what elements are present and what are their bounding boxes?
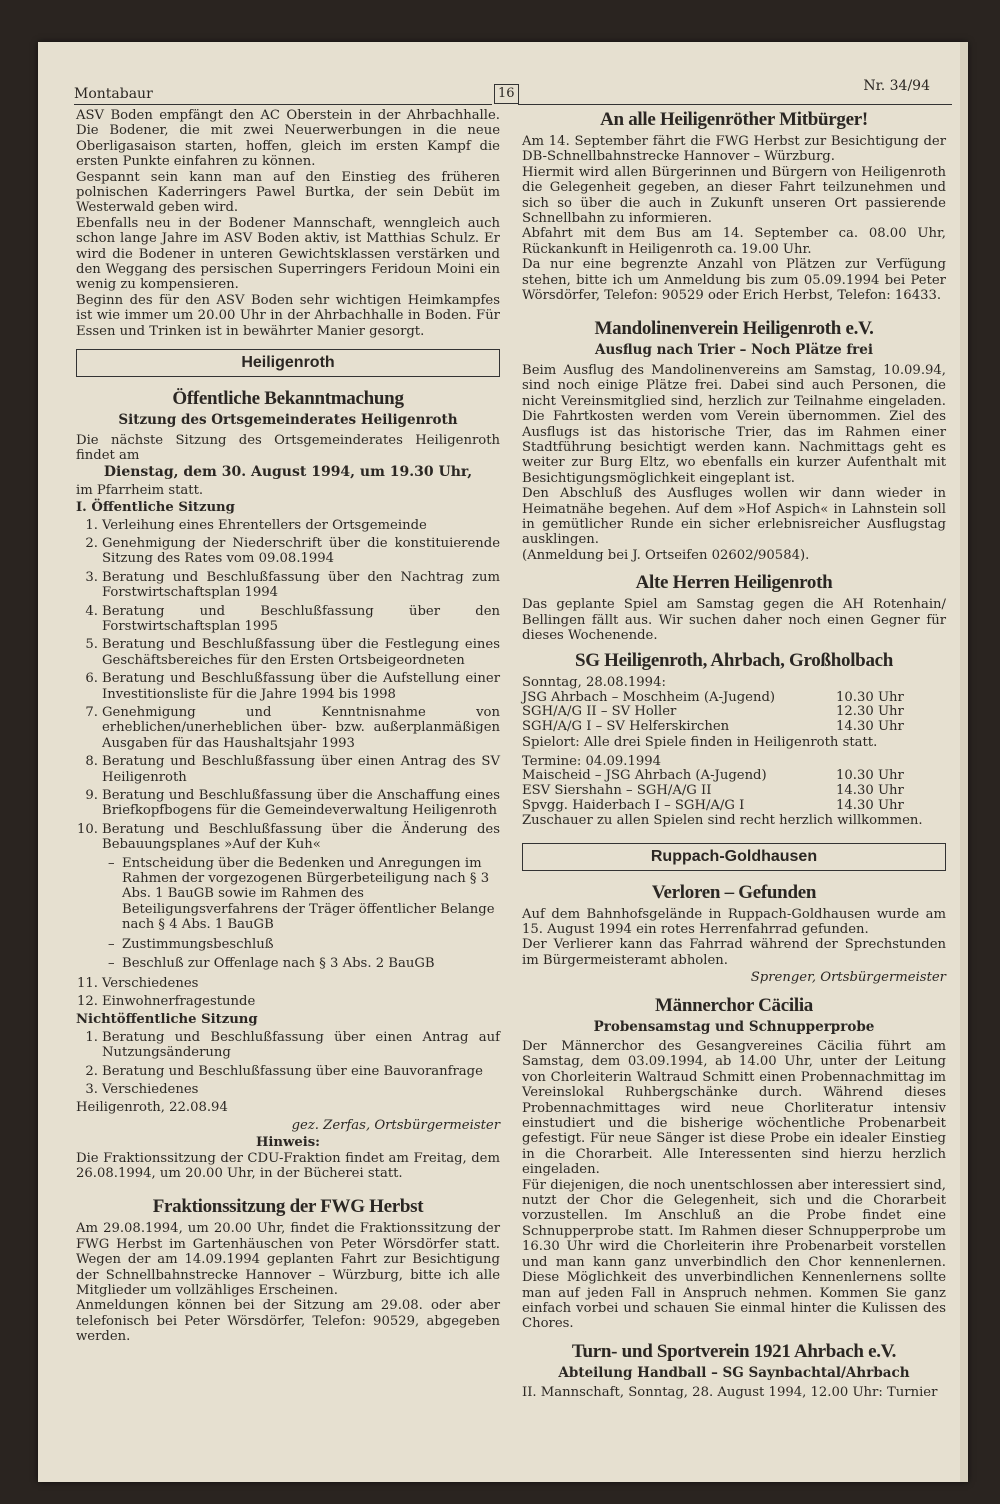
paragraph: Anmeldungen können bei der Sitzung am 29.08. oder aber telefonisch bei Peter Wörsdörfer, Telefon: 90529, abgegeben werden. [76,1298,500,1345]
notice-subtitle: Sitzung des Ortsgemeinderates Heiligenroth [118,412,458,429]
fwg-title: Fraktionssitzung der FWG Herbst [152,1196,424,1218]
date-line: Heiligenroth, 22.08.94 [76,1100,228,1116]
notice-date: Dienstag, dem 30. August 1994, um 19.30 Uhr, [103,464,473,481]
oldboys-title: Alte Herren Heiligenroth [635,572,833,594]
tsv-title: Turn- und Sportverein 1921 Ahrbach e.V. [571,1340,897,1362]
lost-title: Verloren – Gefunden [651,881,817,903]
choir-title: Männerchor Cäcilia [654,994,814,1016]
schedule-table-1 [522,691,946,735]
table-row: Spvgg. Haiderbach I – SGH/A/G I 14.30 Uhr [522,797,904,813]
paragraph: Hiermit wird allen Bürgerinnen und Bürgern von Heiligenroth die Gelegenheit gegeben, an dieser Fahrt teilzunehmen und sich so über die auch in Zukunft unseren Ort passierende Schnellbahn zu informieren. [522,164,946,227]
wrestling-article [76,108,500,339]
private-session-heading: Nichtöffentliche Sitzung [76,1012,258,1028]
list-item: 2. Beratung und Beschlußfassung über eine Bauvoranfrage [85,1063,483,1079]
paragraph: Ebenfalls neu in der Bodener Mannschaft, wenngleich auch schon lange Jahre im ASV Boden aktiv, ist Matthias Schulz. Er wird die Bodener in unteren Gewichtsklassen verstärken und den Weggang des persischen Superringers Feridoun Moini ein wenig zu kompensieren. [76,215,500,293]
notice-place: im Pfarrheim statt. [76,482,204,498]
issue-number: Nr. 34/94 [863,78,930,94]
list-item: 3. Beratung und Beschlußfassung über den Nachtrag zum Forstwirtschaftsplan 1994 [85,569,500,601]
sg-closing: Zuschauer zu allen Spielen sind recht herzlich willkommen. [522,813,923,829]
right-column [522,108,946,1401]
choir-subtitle: Probensamstag und Schnupperprobe [593,1018,875,1035]
list-item: 6. Beratung und Beschlußfassung über die Aufstellung einer Investitionsliste für die Jahre 1994 bis 1998 [85,671,500,702]
list-item: 5. Beratung und Beschlußfassung über die Festlegung eines Geschäftsbereiches für den Ersten Ortsbeigeordneten [85,637,500,668]
list-item: 7. Genehmigung und Kenntnisnahme von erheblichen/unerheblichen über- bzw. außerplanmäßigen Ausgaben für das Haushaltsjahr 1993 [85,705,500,751]
sg-date-2: Termine: 04.09.1994 [522,753,662,769]
table-row: SGH/A/G I – SV Helferskirchen 14.30 Uhr [522,718,904,734]
paragraph: Am 14. September fährt die FWG Herbst zur Besichtigung der DB-Schnellbahnstrecke Hannover – Würzburg. [522,134,946,165]
sg-venue: Spielort: Alle drei Spiele finden in Heiligenroth statt. [522,734,878,750]
sg-title: SG Heiligenroth, Ahrbach, Großholbach [574,650,894,672]
public-session-heading: I. Öffentliche Sitzung [76,500,235,516]
header-place: Montabaur [74,86,153,102]
list-item: 12. Einwohnerfragestunde [77,993,256,1009]
header-rule-right [518,104,952,105]
list-item: 11. Verschiedenes [77,975,199,991]
paragraph: Der Verlierer kann das Fahrrad während der Sprechstunden im Bürgermeisteramt abholen. [522,937,946,968]
schedule-table-2 [522,769,946,813]
sg-date-1: Sonntag, 28.08.1994: [522,675,666,691]
paragraph: Abfahrt mit dem Bus am 14. September ca. 08.00 Uhr, Rückankunft in Heiligenroth ca. 19.00 Uhr. [522,226,946,257]
paragraph: Auf dem Bahnhofsgelände in Ruppach-Goldhausen wurde am 15. August 1994 ein rotes Herrenfahrrad gefunden. [522,906,946,937]
list-item: 2. Genehmigung der Niederschrift über die konstituierende Sitzung des Rates vom 09.08.1994 [85,535,500,567]
tsv-subtitle: Abteilung Handball – SG Saynbachtal/Ahrbach [558,1364,910,1381]
list-item: 3. Verschiedenes [85,1081,199,1097]
newspaper-page [38,42,968,1482]
lost-signature: Sprenger, Ortsbürgermeister [750,970,946,986]
paragraph: (Anmeldung bei J. Ortseifen 02602/90584). [522,547,810,563]
left-column [76,108,500,1345]
paragraph: Beim Ausflug des Mandolinenvereins am Samstag, 10.09.94, sind noch einige Plätze frei. Dabei sind auch Personen, die nicht Vereinsmitglied sind, herzlich zur Teilnahme eingeladen. Die Fahrtkosten werden vom Verein übernommen. Ziel des Ausflugs ist das historische Trier, das im Rahmen einer Stadtführung besichtigt werden kann. Nachmittags geht es weiter zur Burg Eltz, wo ebenfalls ein kurzer Aufenthalt mit Besichtigungsmöglichkeit eingeplant ist. [522,362,946,486]
table-row: SGH/A/G II – SV Holler 12.30 Uhr [522,704,904,720]
paragraph: ASV Boden empfängt den AC Oberstein in der Ahrbachhalle. Die Bodener, die mit zwei Neuerwerbungen in die neue Oberligasaison starten, hoffen, gleich im ersten Kampf die ersten Punkte einfahren zu können. [76,108,500,170]
notice-intro: Die nächste Sitzung des Ortsgemeinderates Heiligenroth findet am [76,432,500,463]
table-row: JSG Ahrbach – Moschheim (A-Jugend) 10.30 Uhr [522,689,904,705]
table-row: Maischeid – JSG Ahrbach (A-Jugend) 10.30 Uhr [522,768,904,784]
sub-item: – Beschluß zur Offenlage nach § 3 Abs. 2 BauGB [108,956,435,972]
hint-heading: Hinweis: [255,1135,321,1151]
list-item: 10. Beratung und Beschlußfassung über die Änderung des Bebauungsplanes »Auf der Kuh« [77,821,500,853]
notice-title: Öffentliche Bekanntmachung [172,388,404,410]
list-item: 4. Beratung und Beschlußfassung über den Forstwirtschaftsplan 1995 [85,603,500,634]
sub-item: – Entscheidung über die Bedenken und Anregungen im Rahmen der vorgezogenen Bürgerbeteiligung nach § 3 Abs. 1 BauGB sowie im Rahmen des Beteiligungsverfahrens der Träger öffentlicher Belange nach § 4 Abs. 1 BauGB [108,855,495,933]
paragraph: Am 29.08.1994, um 20.00 Uhr, findet die Fraktionssitzung der FWG Herbst im Gartenhäuschen von Peter Wörsdörfer statt. Wegen der am 14.09.1994 geplanten Fahrt zur Besichtigung der Schnellbahnstrecke Hannover – Würzburg, bitte ich alle Mitglieder um vollzähliges Erscheinen. [76,1221,500,1298]
agenda-list [76,518,500,853]
citizens-title: An alle Heiligenröther Mitbürger! [600,109,868,130]
paragraph: Das geplante Spiel am Samstag gegen die AH Rotenhain/ Bellingen fällt aus. Wir suchen daher noch einen Gegner für dieses Wochenende. [522,597,946,643]
table-row: ESV Siershahn – SGH/A/G II 14.30 Uhr [522,782,904,798]
paragraph: Da nur eine begrenzte Anzahl von Plätzen zur Verfügung stehen, bitte ich um Anmeldung bis zum 05.09.1994 bei Peter Wörsdörfer, Telefon: 90529 oder Erich Herbst, Telefon: 16433. [522,257,946,304]
list-item: 8. Beratung und Beschlußfassung über einen Antrag des SV Heiligenroth [85,754,500,785]
hint-text: Die Fraktionssitzung der CDU-Fraktion findet am Freitag, dem 26.08.1994, um 20.00 Uhr, in der Bücherei statt. [76,1150,500,1181]
tsv-text: II. Mannschaft, Sonntag, 28. August 1994, 12.00 Uhr: Turnier [522,1385,938,1401]
page-number: 16 [494,84,519,104]
paragraph: Gespannt sein kann man auf den Einstieg des früheren polnischen Kaderringers Pawel Burtka, der sein Debüt im Westerwald geben wird. [76,169,500,216]
header-rule-left [74,104,492,105]
agenda-list-end [76,976,500,1010]
paragraph: Den Abschluß des Ausfluges wollen wir dann wieder in Heimatnähe begehen. Auf dem »Hof Aspich« in Lahnstein soll in gemütlicher Runde ein sicher erlebnisreicher Ausflugstag ausklingen. [522,486,946,548]
section-heading-heiligenroth: Heiligenroth [76,349,500,377]
list-item: 1. Verleihung eines Ehrentellers der Ortsgemeinde [85,517,427,533]
list-item: 9. Beratung und Beschlußfassung über die Anschaffung eines Briefkopfbogens für die Gemeindeverwaltung Heiligenroth [85,788,500,819]
mandolin-subtitle: Ausflug nach Trier – Noch Plätze frei [594,342,874,359]
signature: gez. Zerfas, Ortsbürgermeister [291,1117,500,1133]
private-agenda-list [76,1030,500,1098]
paragraph: Beginn des für den ASV Boden sehr wichtigen Heimkampfes ist wie immer um 20.00 Uhr in der Ahrbachhalle in Boden. Für Essen und Trinken ist in bewährter Manier gesorgt. [76,292,500,339]
mandolin-title: Mandolinenverein Heiligenroth e.V. [594,318,874,340]
sub-item: – Zustimmungsbeschluß [108,936,274,952]
paragraph: Der Männerchor des Gesangvereines Cäcilia führt am Samstag, dem 03.09.1994, ab 14.00 Uhr, unter der Leitung von Chorleiterin Waltraud Schmitt einen Probennachmittag im Vereinslokal Ruhbergschänke durch. Während dieses Probennachmittages wird neue Chorliteratur intensiv einstudiert und die bisherige wöchentliche Probenarbeit gefestigt. Für neue Sänger ist diese Probe ein idealer Einstieg in die Chorarbeit. Alle Interessenten sind hierzu herzlich eingeladen. [522,1039,946,1178]
list-item: 1. Beratung und Beschlußfassung über einen Antrag auf Nutzungsänderung [85,1029,500,1061]
paragraph: Für diejenigen, die noch unentschlossen aber interessiert sind, nutzt der Chor die Gelegenheit, sich und die Chorarbeit vorzustellen. Im Anschluß an die Probe findet eine Schnupperprobe statt. Im Rahmen dieser Schnupperprobe um 16.30 Uhr wird die Chorleiterin ihre Probenarbeit vorstellen und man kann ganz unverbindlich den Chor kennenlernen. Diese Möglichkeit des unverbindlichen Kennenlernens sollte man auf jeden Fall in Anspruch nehmen. Kommen Sie ganz einfach vorbei und schauen Sie einmal hinter die Kulissen des Chores. [522,1177,946,1332]
section-heading-ruppach-goldhausen: Ruppach-Goldhausen [522,843,946,871]
